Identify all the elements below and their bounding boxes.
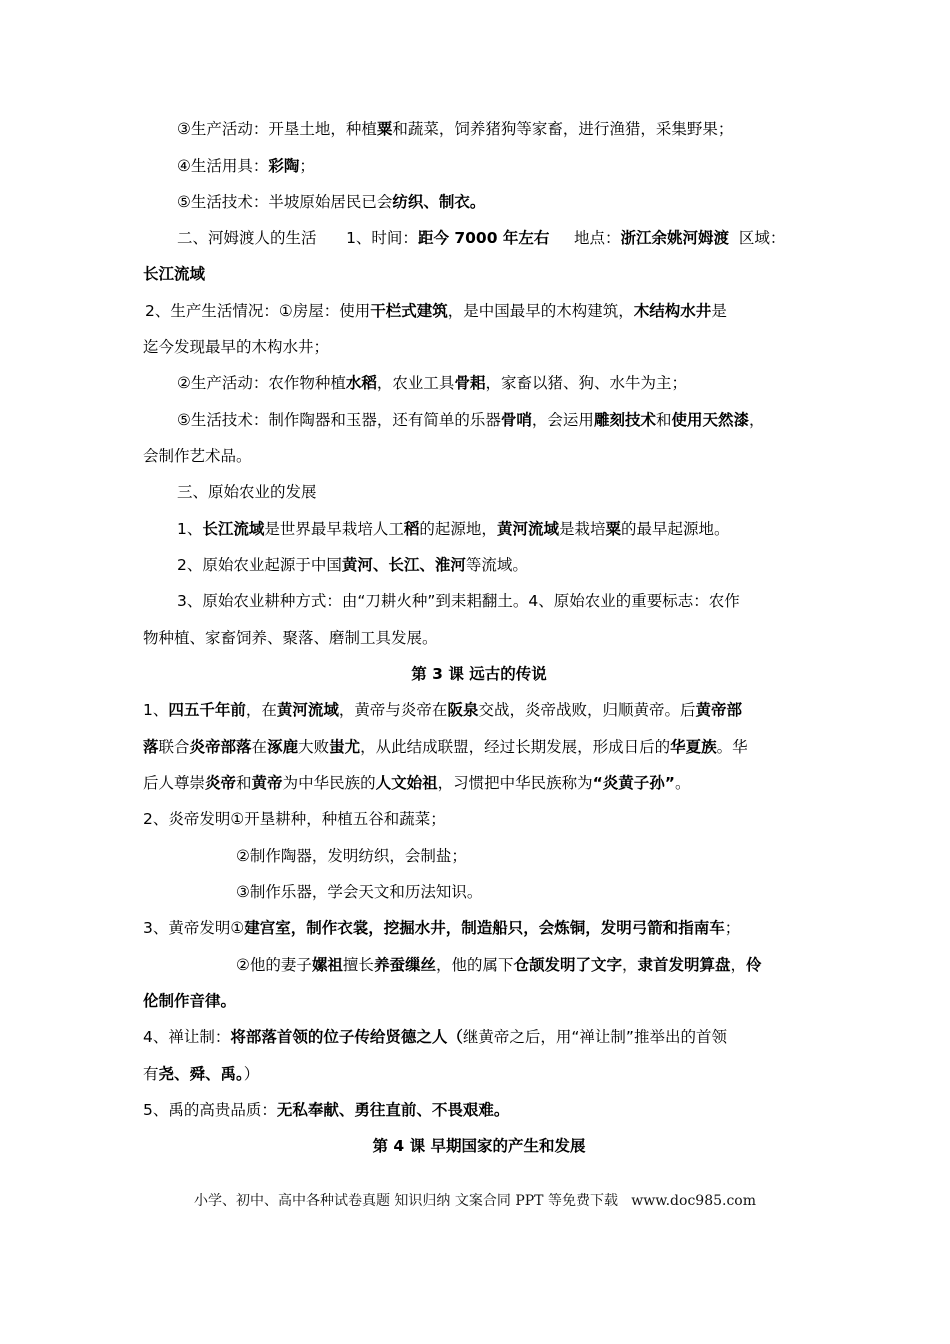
text-segment: ，他的属下 [435,956,514,974]
text-line [236,844,816,868]
bold-text-segment: 雕刻技术 [593,411,656,429]
bold-text-segment: 粟 [376,120,393,138]
text-line [143,335,815,359]
text-segment: 等流域。 [465,556,528,574]
bold-text-segment: 骨哨 [500,411,532,429]
text-segment: 物种植、家畜饲养、聚落、磨制工具发展。 [143,629,438,647]
text-line [177,154,817,178]
text-segment: 在 [251,738,268,756]
text-segment: 1、 [143,701,169,719]
text-segment: 2、炎帝发明①开垦耕种，种植五谷和蔬菜； [143,810,446,828]
text-line [177,480,817,504]
bold-text-segment: 仓颉发明了文字 [513,956,622,974]
bold-text-segment: 黄河、长江、淮河 [341,556,466,574]
text-segment: ，家畜以猪、狗、水牛为主； [485,374,687,392]
text-segment: 联合 [158,738,190,756]
text-segment: ②制作陶器，发明纺织，会制盐； [236,847,467,865]
text-segment: ，会运用 [531,411,594,429]
text-segment: 地点： [549,229,621,247]
bold-text-segment: 长江流域 [143,265,206,283]
text-segment: 为中华民族的 [282,774,376,792]
text-segment: ，是中国最早的木构建筑， [447,302,634,320]
text-line [236,953,816,977]
text-segment: 继黄帝之后，用“禅让制”推举出的首领 [462,1028,727,1046]
text-line [143,444,815,468]
text-segment: 擅长 [342,956,374,974]
text-segment: ，习惯把中华民族称为 [437,774,593,792]
text-line [143,626,815,650]
bold-text-segment: 第 4 课 早期国家的产生和发展 [372,1137,586,1155]
text-segment: 交战，炎帝战败，归顺黄帝。后 [478,701,696,719]
bold-text-segment: 浙江余姚河姆渡 [620,229,730,247]
bold-text-segment: 阪泉 [447,701,479,719]
text-segment: 后人尊崇 [143,774,206,792]
text-line [143,262,815,286]
text-segment: ，从此结成联盟，经过长期发展，形成日后的 [360,738,671,756]
text-segment: 会制作艺术品。 [143,447,252,465]
text-segment: 三、原始农业的发展 [177,483,317,501]
section-heading [143,1134,815,1158]
text-segment: 1、 [177,520,203,538]
bold-text-segment: 粟 [605,520,621,538]
text-segment: ③生产活动：开垦土地，种植 [177,120,377,138]
bold-text-segment: 炎帝部落 [189,738,252,756]
bold-text-segment: 尧、舜、禹。 [158,1065,244,1083]
text-segment: ②他的妻子 [236,956,312,974]
bold-text-segment: 嫘祖 [311,956,343,974]
bold-text-segment: 四五千年前 [168,701,246,719]
text-segment: 3、黄帝发明① [143,919,245,937]
text-segment: 5、禹的高贵品质： [143,1101,277,1119]
text-line [143,771,815,795]
text-segment: 大败 [298,738,330,756]
bold-text-segment: 伶 [746,956,762,974]
text-segment: 3、原始农业耕种方式：由“刀耕火种”到耒耜翻土。4、原始农业的重要标志：农作 [177,592,740,610]
text-line [177,226,817,250]
text-segment: 。 [674,774,691,792]
text-line [177,553,817,577]
bold-text-segment: 无私奉献、勇往直前、不畏艰难。 [276,1101,510,1119]
bold-text-segment: 涿鹿 [267,738,299,756]
bold-text-segment: 将部落首领的位子传给贤德之人（ [230,1028,463,1046]
bold-text-segment: 建宫室，制作衣裳，挖掘水井，制造船只，会炼铜，发明弓箭和指南车 [244,919,725,937]
text-segment: 4、禅让制： [143,1028,231,1046]
bold-text-segment: 黄河流域 [276,701,339,719]
text-line [177,589,817,613]
text-segment: ， [748,411,765,429]
bold-text-segment: 华夏族 [670,738,717,756]
page-footer: 小学、初中、高中各种试卷真题 知识归纳 文案合同 PPT 等免费下载 www.doc985.com [193,1193,756,1209]
bold-text-segment: 长江流域 [202,520,265,538]
text-line [177,190,817,214]
text-segment: 二、河姆渡人的生活 1、时间： [177,229,418,247]
text-segment: 有 [143,1065,159,1083]
text-line [177,408,817,432]
text-segment: ，在 [245,701,277,719]
text-segment: 区域： [729,229,786,247]
text-line [143,807,815,831]
text-segment: 迄今发现最早的木构水井； [143,338,330,356]
bold-text-segment: 使用天然漆 [671,411,749,429]
text-segment: 的起源地， [419,520,497,538]
bold-text-segment: 距今 7000 年左右 [417,229,550,247]
text-segment: 的最早起源地。 [620,520,730,538]
text-line [236,880,816,904]
text-segment: ④生活用具： [177,157,269,175]
text-segment: 和蔬菜，饲养猪狗等家畜，进行渔猎，采集野果； [392,120,734,138]
bold-text-segment: 稻 [403,520,420,538]
text-line [143,1098,815,1122]
text-segment: ⑤生活技术：半坡原始居民已会 [177,193,393,211]
text-line [177,371,817,395]
text-segment: 和 [236,774,252,792]
bold-text-segment: 炎帝 [205,774,237,792]
text-line [143,916,815,940]
bold-text-segment: 彩陶 [268,157,300,175]
text-segment: ， [621,956,638,974]
bold-text-segment: 伦制作音律。 [143,992,237,1010]
text-segment: ， [730,956,747,974]
bold-text-segment: 木结构水井 [633,302,712,320]
text-line [143,735,815,759]
text-segment: ，农业工具 [376,374,455,392]
text-line [145,299,817,323]
bold-text-segment: 黄河流域 [496,520,559,538]
text-segment: ； [724,919,741,937]
text-segment: 和 [655,411,672,429]
bold-text-segment: 养蚕缫丝 [373,956,436,974]
bold-text-segment: 黄帝部 [695,701,742,719]
bold-text-segment: 黄帝 [251,774,283,792]
text-line [143,1025,815,1049]
bold-text-segment: 落 [143,738,159,756]
bold-text-segment: “炎黄子孙” [592,774,675,792]
text-segment: ； [299,157,315,175]
text-segment: ，黄帝与炎帝在 [338,701,448,719]
bold-text-segment: 水稻 [345,374,377,392]
text-line [143,1062,815,1086]
section-heading [143,662,815,686]
text-segment: ③制作乐器，学会天文和历法知识。 [236,883,483,901]
bold-text-segment: 蚩尤 [329,738,361,756]
text-segment: 是栽培 [558,520,606,538]
text-segment: ②生产活动：农作物种植 [177,374,346,392]
text-segment: 。华 [716,738,748,756]
bold-text-segment: 人文始祖 [375,774,438,792]
text-segment: 是世界最早栽培人工 [264,520,404,538]
text-segment: 是 [711,302,727,320]
text-segment: ⑤生活技术：制作陶器和玉器，还有简单的乐器 [177,411,501,429]
text-line [143,698,815,722]
bold-text-segment: 隶首发明算盘 [637,956,731,974]
text-line [177,517,817,541]
text-line [143,989,815,1013]
text-line [177,117,817,141]
text-segment: 2、原始农业起源于中国 [177,556,342,574]
bold-text-segment: 第 3 课 远古的传说 [411,665,547,683]
text-segment: ） [243,1065,260,1083]
bold-text-segment: 纺织、制衣。 [392,193,486,211]
text-segment: 2、生产生活情况：①房屋：使用 [145,302,371,320]
bold-text-segment: 骨耜 [454,374,486,392]
bold-text-segment: 干栏式建筑 [370,302,448,320]
